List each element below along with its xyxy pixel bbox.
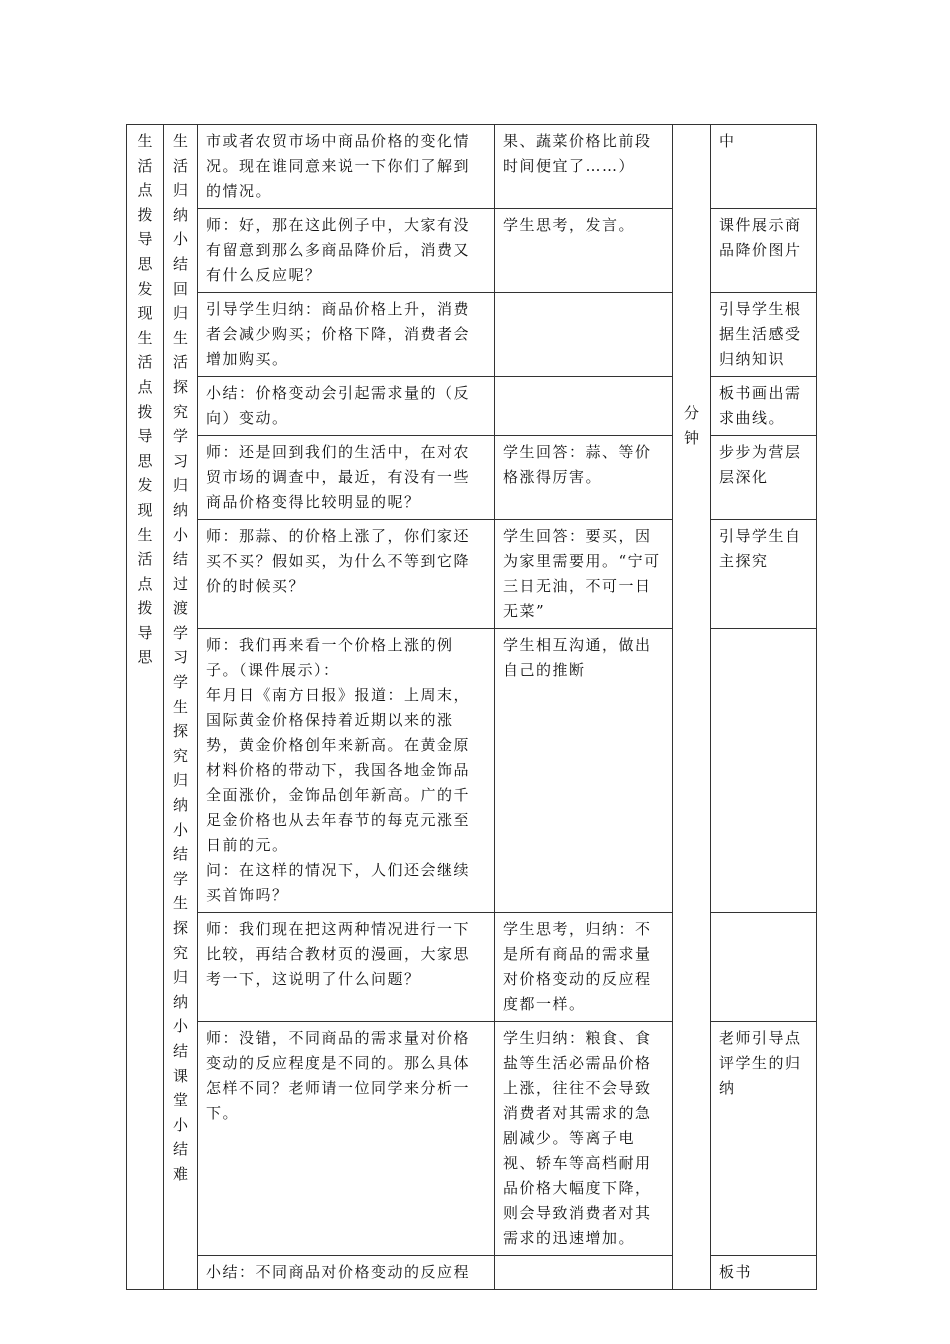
time-spacer [681, 129, 702, 401]
time-column [673, 125, 711, 1290]
student-activity-cell: 学生思考，归纳：不是所有商品的需求量对价格变动的反应程度都一样。 [495, 913, 673, 1022]
student-activity-cell: 学生归纳：粮食、食盐等生活必需品价格上涨，往往不会导致消费者对其需求的急剧减少。等离子电视、轿车等高档耐用品价格大幅度下降，则会导致消费者对其需求的迅速增加。 [495, 1022, 673, 1256]
table-row [127, 1256, 817, 1290]
teacher-activity-cell: 小结：不同商品对价格变动的反应程 [198, 1256, 495, 1290]
design-note-cell: 引导学生自主探究 [711, 520, 817, 629]
stage-column [127, 125, 164, 1290]
teacher-activity-cell: 师：我们现在把这两种情况进行一下比较，再结合教材页的漫画，大家思考一下，这说明了什么问题？ [198, 913, 495, 1022]
design-note-cell: 板书 [711, 1256, 817, 1290]
teacher-activity-cell: 师：那蒜、的价格上涨了，你们家还买不买？假如买，为什么不等到它降价的时候买？ [198, 520, 495, 629]
student-activity-cell: 学生回答：要买，因为家里需要用。“宁可三日无油，不可一日无菜” [495, 520, 673, 629]
table-row [127, 125, 817, 209]
time-column-text: 分钟 [684, 404, 700, 447]
student-activity-cell: 学生相互沟通，做出自己的推断 [495, 629, 673, 913]
student-activity-cell: 学生思考，发言。 [495, 209, 673, 293]
table-row [127, 209, 817, 293]
table-row [127, 293, 817, 377]
teacher-activity-cell: 小结：价格变动会引起需求量的（反向）变动。 [198, 377, 495, 436]
table-row [127, 913, 817, 1022]
teacher-activity-cell: 引导学生归纳：商品价格上升，消费者会减少购买；价格下降，消费者会增加购买。 [198, 293, 495, 377]
table-row [127, 436, 817, 520]
stage-column-text: 生活点拨导思发现生活点拨导思发现生活点拨导思 [137, 132, 153, 667]
teacher-activity-cell: 师：没错，不同商品的需求量对价格变动的反应程度是不同的。那么具体怎样不同？老师请一位同学来分析一下。 [198, 1022, 495, 1256]
design-note-cell: 课件展示商品降价图片 [711, 209, 817, 293]
method-column-text: 生活归纳小结回归生活探究学习归纳小结过渡学习学生探究归纳小结学生探究归纳小结课堂小结难 [173, 132, 189, 1183]
student-activity-cell: 学生回答：蒜、等价格涨得厉害。 [495, 436, 673, 520]
student-activity-cell [495, 1256, 673, 1290]
lesson-plan-table [126, 124, 817, 1290]
design-note-cell [711, 913, 817, 1022]
method-column [164, 125, 198, 1290]
design-note-cell: 引导学生根据生活感受归纳知识 [711, 293, 817, 377]
teacher-activity-cell: 师：好，那在这此例子中，大家有没有留意到那么多商品降价后，消费又有什么反应呢？ [198, 209, 495, 293]
table-row [127, 1022, 817, 1256]
student-activity-cell: 果、蔬菜价格比前段时间便宜了……） [495, 125, 673, 209]
table-row [127, 629, 817, 913]
student-activity-cell [495, 377, 673, 436]
teacher-activity-cell: 师：还是回到我们的生活中，在对农贸市场的调查中，最近，有没有一些商品价格变得比较明显的呢？ [198, 436, 495, 520]
teacher-activity-cell: 师：我们再来看一个价格上涨的例子。（课件展示）： 年月日《南方日报》报道：上周末，国际黄金价格保持着近期以来的涨势，黄金价格创年来新高。在黄金原材料价格的带动下，我国各地金饰品全面涨价，金饰品创年新高。广的千足金价格也从去年春节的每克元涨至日前的元。 问：在这样的情况下，人们还会继续买首饰吗？ [198, 629, 495, 913]
design-note-cell: 步步为营层层深化 [711, 436, 817, 520]
design-note-cell: 板书画出需求曲线。 [711, 377, 817, 436]
table-row [127, 377, 817, 436]
teacher-activity-cell: 市或者农贸市场中商品价格的变化情况。现在谁同意来说一下你们了解到的情况。 [198, 125, 495, 209]
table-row [127, 520, 817, 629]
design-note-cell [711, 629, 817, 913]
design-note-cell: 老师引导点评学生的归纳 [711, 1022, 817, 1256]
design-note-cell: 中 [711, 125, 817, 209]
student-activity-cell [495, 293, 673, 377]
